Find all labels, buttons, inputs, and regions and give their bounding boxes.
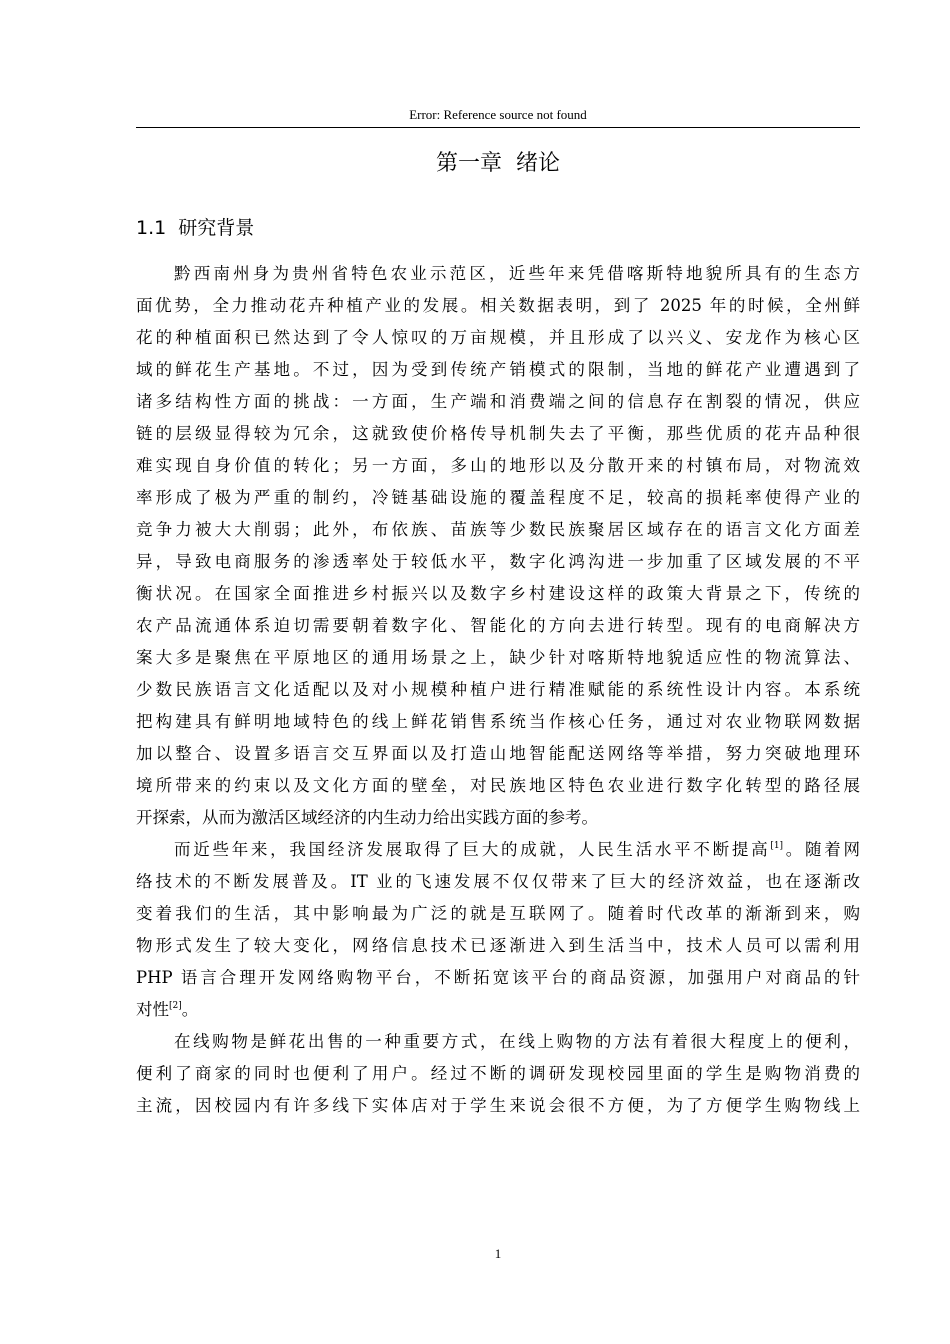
text-line: 加以整合、设置多语言交互界面以及打造山地智能配送网络等举措，努力突破地理环 <box>136 744 860 763</box>
text-span: 。 <box>181 1000 199 1019</box>
text-line: 农产品流通体系迫切需要朝着数字化、智能化的方向去进行转型。现有的电商解决方 <box>136 616 860 635</box>
page-number: 1 <box>494 1246 502 1261</box>
body-text <box>136 258 860 1122</box>
text-line: 便利了商家的同时也便利了用户。经过不断的调研发现校园里面的学生是购物消费的 <box>136 1064 860 1083</box>
text-line: 面优势，全力推动花卉种植产业的发展。相关数据表明，到了 2025 年的时候，全州鲜 <box>136 296 860 315</box>
text-line: 在线购物是鲜花出售的一种重要方式，在线上购物的方法有着很大程度上的便利， <box>174 1032 860 1051</box>
header-rule <box>136 127 860 128</box>
text-line: PHP 语言合理开发网络购物平台，不断拓宽该平台的商品资源，加强用户对商品的针 <box>136 968 860 987</box>
text-line: 物形式发生了较大变化，网络信息技术已逐渐进入到生活当中，技术人员可以需利用 <box>136 936 860 955</box>
paragraph-1 <box>136 258 860 834</box>
chapter-title: 第一章 绪论 <box>436 151 560 176</box>
text-line: 异，导致电商服务的渗透率处于较低水平，数字化鸿沟进一步加重了区域发展的不平 <box>136 552 860 571</box>
text-line: 链的层级显得较为冗余，这就致使价格传导机制失去了平衡，那些优质的花卉品种很 <box>136 424 860 443</box>
text-line: 案大多是聚焦在平原地区的通用场景之上，缺少针对喀斯特地貌适应性的物流算法、 <box>136 648 860 667</box>
text-line: 率形成了极为严重的制约，冷链基础设施的覆盖程度不足，较高的损耗率使得产业的 <box>136 488 860 507</box>
citation-ref: [1] <box>770 841 784 851</box>
section-heading: 1.1 研究背景 <box>136 217 255 239</box>
paragraph-3 <box>136 1026 860 1122</box>
text-line: 衡状况。在国家全面推进乡村振兴以及数字乡村建设这样的政策大背景之下，传统的 <box>136 584 860 603</box>
text-line: 境所带来的约束以及文化方面的壁垒，对民族地区特色农业进行数字化转型的路径展 <box>136 776 860 795</box>
text-line: 把构建具有鲜明地域特色的线上鲜花销售系统当作核心任务，通过对农业物联网数据 <box>136 712 860 731</box>
text-line: 黔西南州身为贵州省特色农业示范区，近些年来凭借喀斯特地貌所具有的生态方 <box>174 264 860 283</box>
text-line: 络技术的不断发展普及。IT 业的飞速发展不仅仅带来了巨大的经济效益，也在逐渐改 <box>136 872 860 891</box>
text-span: 对性 <box>136 1000 169 1019</box>
text-span: 。随着网 <box>783 840 861 859</box>
text-line: 诸多结构性方面的挑战：一方面，生产端和消费端之间的信息存在割裂的情况，供应 <box>136 392 860 411</box>
text-line: 主流，因校园内有许多线下实体店对于学生来说会很不方便，为了方便学生购物线上 <box>136 1096 860 1115</box>
paragraph-2 <box>136 834 860 1026</box>
text-line: 开探索，从而为激活区域经济的内生动力给出实践方面的参考。 <box>136 808 598 827</box>
citation-ref: [2] <box>169 1001 182 1011</box>
text-span: 而近些年来，我国经济发展取得了巨大的成就，人民生活水平不断提高 <box>174 840 771 859</box>
text-line: 难实现自身价值的转化；另一方面，多山的地形以及分散开来的村镇布局，对物流效 <box>136 456 860 475</box>
text-line: 花的种植面积已然达到了令人惊叹的万亩规模，并且形成了以兴义、安龙作为核心区 <box>136 328 860 347</box>
text-line: 变着我们的生活，其中影响最为广泛的就是互联网了。随着时代改革的渐渐到来，购 <box>136 904 860 923</box>
text-line <box>136 994 860 1026</box>
text-line: 少数民族语言文化适配以及对小规模种植户进行精准赋能的系统性设计内容。本系统 <box>136 680 860 699</box>
running-header: Error: Reference source not found <box>409 107 587 122</box>
text-line: 域的鲜花生产基地。不过，因为受到传统产销模式的限制，当地的鲜花产业遭遇到了 <box>136 360 860 379</box>
text-line <box>136 834 860 866</box>
text-line: 竞争力被大大削弱；此外，布依族、苗族等少数民族聚居区域存在的语言文化方面差 <box>136 520 860 539</box>
